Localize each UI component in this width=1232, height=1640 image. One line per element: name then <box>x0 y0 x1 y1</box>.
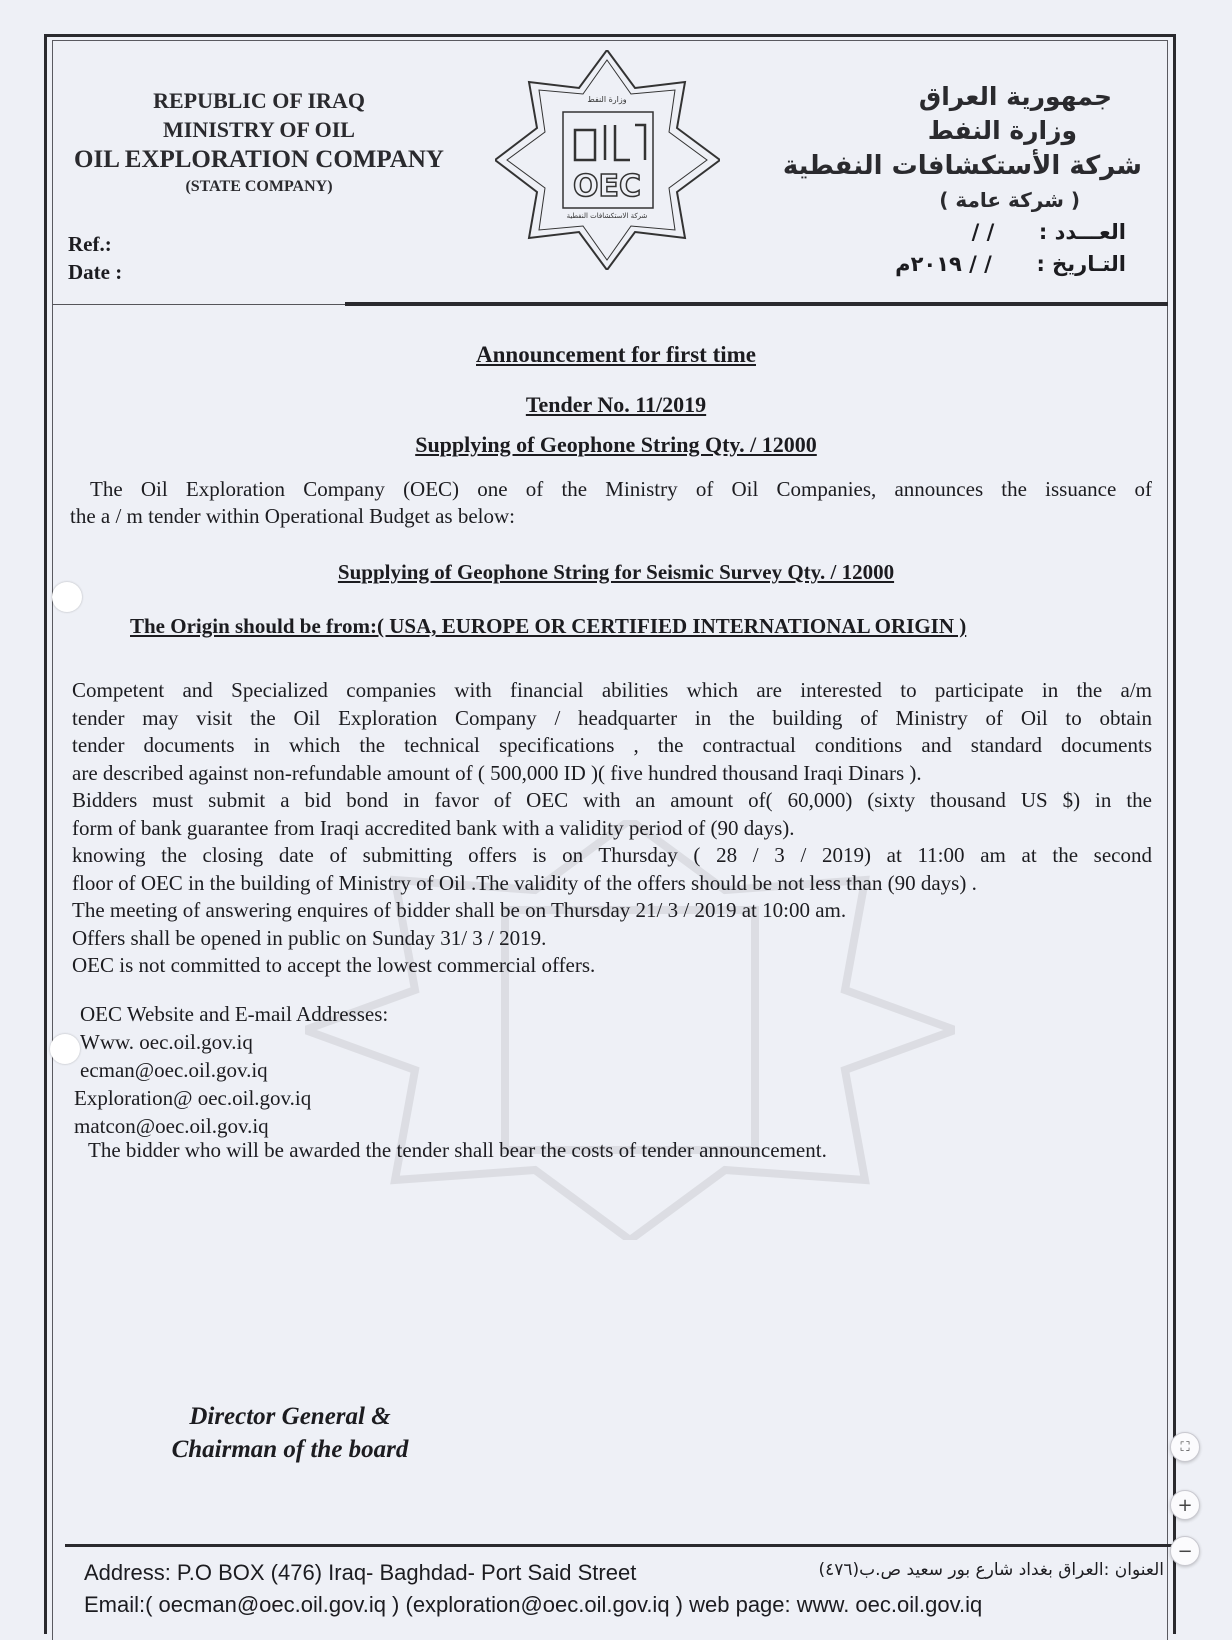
number-label-ar: العـــدد : <box>1038 220 1126 244</box>
body-line: are described against non-refundable amount of ( 500,000 ID )( five hundred thousand Iraqi Dinars ). <box>72 760 922 785</box>
footer-divider <box>65 1544 1185 1547</box>
body-line: knowing the closing date of submitting offers is on Thursday ( 28 / 3 / 2019) at 11:00 am at the second <box>72 843 1152 867</box>
body-line: The meeting of answering enquires of bidder shall be on Thursday 21/ 3 / 2019 at 10:00 am. <box>72 898 847 922</box>
contacts-heading: OEC Website and E-mail Addresses: <box>80 1002 389 1026</box>
header-country-ar: جمهورية العراق <box>918 82 1112 111</box>
footer-address-ar: العنوان :العراق بغداد شارع بور سعيد ص.ب(٤٧٦) <box>818 1560 1164 1580</box>
number-field-ar <box>972 220 1126 244</box>
header-company-type: (STATE COMPANY) <box>185 178 333 195</box>
signature-role: Chairman of the board <box>171 1436 409 1463</box>
intro-line-2: the a / m tender within Operational Budget as below: <box>70 504 515 528</box>
body-line: form of bank guarantee from Iraqi accredited bank with a validity period of (90 days). <box>72 815 795 840</box>
footer-address: Address: P.O BOX (476) Iraq- Baghdad- Port Said Street <box>84 1560 637 1585</box>
header-divider-bold <box>345 302 1168 306</box>
date-field-ar <box>895 252 1126 276</box>
oec-logo <box>495 50 720 270</box>
ref-label: Ref.: <box>68 232 112 256</box>
signature-block <box>140 1400 440 1466</box>
header-company: OIL EXPLORATION COMPANY <box>74 146 444 173</box>
email-link[interactable]: ecman@oec.oil.gov.iq <box>80 1058 268 1082</box>
header-right <box>782 80 1142 216</box>
header-country: REPUBLIC OF IRAQ <box>153 88 365 113</box>
header-left <box>56 86 462 199</box>
header-company-ar: شركة الأستكشافات النفطية <box>782 151 1142 181</box>
body-line: tender documents in which the technical specifications , the contractual conditions and standard documents <box>72 733 1152 757</box>
announcement-title: Announcement for first time <box>476 342 756 367</box>
tender-number: Tender No. 11/2019 <box>525 392 707 417</box>
date-label: Date : <box>68 260 123 284</box>
fit-screen-button[interactable] <box>1170 1432 1200 1462</box>
body-line: OEC is not committed to accept the lowest commercial offers. <box>72 953 596 977</box>
contacts-block <box>74 1000 389 1140</box>
header-company-type-ar: ( شركة عامة ) <box>939 188 1080 212</box>
logo-top-text: وزارة النفط <box>587 95 627 104</box>
number-slashes-ar: / / <box>971 220 995 244</box>
intro-line-1: The Oil Exploration Company (OEC) one of the Ministry of Oil Companies, announces the issuance of <box>90 477 1152 501</box>
body-line: Competent and Specialized companies with financial abilities which are interested to participate in the a/m <box>72 678 1152 702</box>
fit-screen-icon: ⛶ <box>1180 1439 1190 1455</box>
punch-hole <box>52 582 82 612</box>
zoom-in-button[interactable]: + <box>1170 1490 1200 1520</box>
header-ministry-ar: وزارة النفط <box>927 116 1077 145</box>
date-value-ar: / / ٢٠١٩م <box>895 252 992 276</box>
punch-hole <box>50 1034 80 1064</box>
closing-statement: The bidder who will be awarded the tender shall bear the costs of tender announcement. <box>88 1138 827 1162</box>
zoom-out-button[interactable]: − <box>1170 1536 1200 1566</box>
tender-item: Supplying of Geophone String for Seismic Survey Qty. / 12000 <box>337 560 895 584</box>
body-line: floor of OEC in the building of Ministry of Oil .The validity of the offers should be not less than (90 days) . <box>72 870 977 895</box>
logo-mark: OEC <box>572 169 642 204</box>
website-link[interactable]: Www. oec.oil.gov.iq <box>80 1030 253 1054</box>
header-ministry: MINISTRY OF OIL <box>163 117 355 142</box>
body-line: Bidders must submit a bid bond in favor of OEC with an amount of( 60,000) (sixty thousand US $) in the <box>72 788 1152 812</box>
logo-bottom-text: شركة الاستكشافات النفطية <box>566 212 648 220</box>
origin-requirement: The Origin should be from:( USA, EUROPE OR CERTIFIED INTERNATIONAL ORIGIN ) <box>130 614 967 638</box>
conditions-paragraph <box>72 677 1152 980</box>
footer-contacts: Email:( oecman@oec.oil.gov.iq ) (exploration@oec.oil.gov.iq ) web page: www. oec.oil.gov.iq <box>84 1592 983 1617</box>
date-label-ar: التـاريخ : <box>1036 252 1126 276</box>
email-link[interactable]: matcon@oec.oil.gov.iq <box>74 1114 269 1138</box>
tender-subject: Supplying of Geophone String Qty. / 12000 <box>415 432 817 457</box>
signature-title: Director General & <box>189 1403 391 1430</box>
body-line: Offers shall be opened in public on Sunday 31/ 3 / 2019. <box>72 925 547 950</box>
body-line: tender may visit the Oil Exploration Company / headquarter in the building of Ministry of Oil to obtain <box>72 705 1152 730</box>
email-link[interactable]: Exploration@ oec.oil.gov.iq <box>74 1086 312 1110</box>
intro-paragraph <box>70 476 1152 530</box>
